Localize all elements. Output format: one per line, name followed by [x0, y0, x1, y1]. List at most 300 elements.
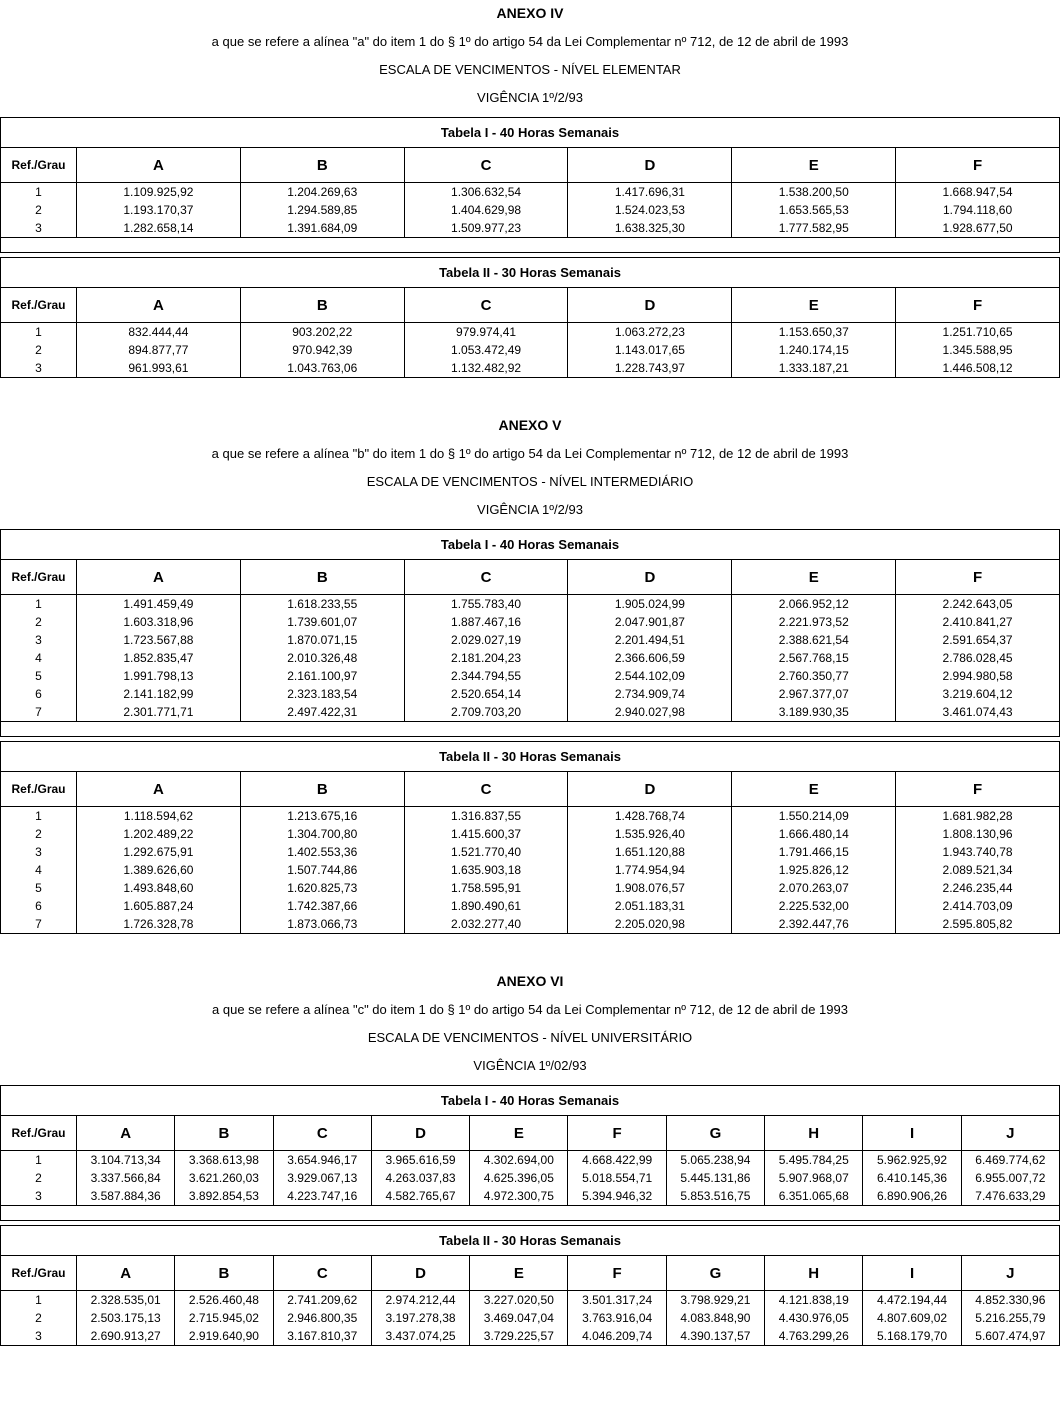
column-header: E [470, 1256, 568, 1291]
column-header: A [77, 148, 241, 183]
salary-value: 4.263.037,83 [385, 1171, 456, 1185]
salary-value: 1.873.066,73 [287, 917, 358, 931]
column-header: C [404, 288, 568, 323]
salary-value: 1.774.954,94 [614, 863, 685, 877]
salary-value: 3.368.613,98 [188, 1153, 259, 1167]
ref-number: 1 [35, 597, 42, 611]
value-cell [175, 1151, 273, 1206]
salary-value: 4.625.396,05 [483, 1171, 554, 1185]
salary-value: 1.402.553,36 [287, 845, 358, 859]
salary-value: 2.161.100,97 [287, 669, 358, 683]
salary-value: 2.994.980,58 [942, 669, 1013, 683]
salary-value: 1.417.696,31 [614, 185, 685, 199]
salary-value: 4.472.194,44 [876, 1293, 948, 1307]
salary-value: 2.709.703,20 [451, 705, 522, 719]
column-header: I [863, 1116, 961, 1151]
salary-value: 5.907.968,07 [778, 1171, 849, 1185]
salary-value: 1.681.982,28 [942, 809, 1013, 823]
salary-value: 1.132.482,92 [451, 361, 522, 375]
data-row-block [1, 183, 1060, 238]
salary-value: 3.104.713,34 [90, 1153, 161, 1167]
ref-number: 3 [35, 1189, 42, 1203]
value-cell [404, 807, 568, 934]
value-cell [371, 1291, 469, 1346]
value-cell [240, 807, 404, 934]
table-title: Tabela II - 30 Horas Semanais [1, 742, 1060, 772]
escala-line: ESCALA DE VENCIMENTOS - NÍVEL INTERMEDIÁRIO [366, 474, 694, 489]
salary-value: 1.755.783,40 [451, 597, 522, 611]
salary-value: 6.469.774,62 [975, 1153, 1046, 1167]
salary-value: 2.544.102,09 [614, 669, 685, 683]
salary-value: 3.469.047,04 [483, 1311, 554, 1325]
salary-value: 2.715.945,02 [188, 1311, 259, 1325]
salary-value: 1.063.272,23 [614, 325, 685, 339]
salary-value: 4.121.838,19 [778, 1293, 849, 1307]
anexo-section [0, 0, 1060, 378]
column-header: E [732, 288, 896, 323]
salary-value: 1.493.848,60 [123, 881, 194, 895]
table-title-row [1, 530, 1060, 560]
value-cell [77, 807, 241, 934]
salary-value: 6.351.065,68 [778, 1189, 849, 1203]
salary-value: 5.607.474,97 [975, 1329, 1046, 1343]
salary-value: 2.734.909,74 [614, 687, 685, 701]
value-cell [371, 1151, 469, 1206]
salary-table [0, 741, 1060, 934]
salary-value: 1.620.825,73 [287, 881, 358, 895]
ref-number: 2 [35, 1171, 42, 1185]
value-cell [77, 183, 241, 238]
ref-number: 2 [35, 203, 42, 217]
salary-value: 2.029.027,19 [451, 633, 522, 647]
column-header: B [240, 288, 404, 323]
column-header: E [732, 560, 896, 595]
salary-value: 6.890.906,26 [876, 1189, 948, 1203]
column-header: B [175, 1116, 273, 1151]
salary-value: 1.282.658,14 [123, 221, 194, 235]
salary-value: 6.955.007,72 [975, 1171, 1046, 1185]
salary-value: 1.603.318,96 [123, 615, 194, 629]
salary-value: 1.550.214,09 [778, 809, 849, 823]
ref-cell [1, 595, 77, 722]
column-header: D [371, 1116, 469, 1151]
salary-value: 2.567.768,15 [778, 651, 849, 665]
escala-line: ESCALA DE VENCIMENTOS - NÍVEL UNIVERSITÁRIO [367, 1030, 693, 1045]
column-header: F [568, 1116, 666, 1151]
salary-value: 1.808.130,96 [942, 827, 1013, 841]
anexo-title: ANEXO IV [496, 5, 564, 21]
salary-value: 1.391.684,09 [287, 221, 358, 235]
ref-number: 5 [35, 669, 42, 683]
salary-value: 1.668.947,54 [942, 185, 1013, 199]
value-cell [175, 1291, 273, 1346]
column-header: F [568, 1256, 666, 1291]
salary-value: 970.942,39 [292, 343, 353, 357]
salary-value: 1.202.489,22 [123, 827, 194, 841]
salary-value: 2.181.204,23 [451, 651, 522, 665]
value-cell [961, 1151, 1059, 1206]
salary-value: 1.538.200,50 [778, 185, 849, 199]
salary-value: 3.621.260,03 [188, 1171, 259, 1185]
salary-value: 1.304.700,80 [287, 827, 358, 841]
salary-value: 2.141.182,99 [123, 687, 194, 701]
salary-value: 4.852.330,96 [975, 1293, 1046, 1307]
salary-value: 1.306.632,54 [451, 185, 522, 199]
ref-number: 3 [35, 845, 42, 859]
salary-value: 5.962.925,92 [876, 1153, 948, 1167]
empty-spacer-row [1, 238, 1060, 253]
anexo-section [0, 968, 1060, 1346]
salary-value: 1.887.467,16 [451, 615, 522, 629]
column-header: A [77, 772, 241, 807]
value-cell [77, 1291, 175, 1346]
salary-value: 3.197.278,38 [385, 1311, 456, 1325]
salary-value: 1.389.626,60 [123, 863, 194, 877]
ref-number: 1 [35, 809, 42, 823]
salary-value: 1.852.835,47 [123, 651, 194, 665]
salary-value: 979.974,41 [456, 325, 517, 339]
empty-spacer-cell [1, 238, 1060, 253]
ref-number: 3 [35, 1329, 42, 1343]
salary-value: 2.246.235,44 [942, 881, 1013, 895]
salary-value: 903.202,22 [292, 325, 353, 339]
salary-value: 1.213.675,16 [287, 809, 358, 823]
ref-number: 7 [35, 705, 42, 719]
salary-table [0, 1085, 1060, 1221]
column-header: G [666, 1116, 764, 1151]
value-cell [961, 1291, 1059, 1346]
column-header: F [896, 148, 1060, 183]
salary-value: 2.760.350,77 [778, 669, 849, 683]
salary-value: 2.503.175,13 [90, 1311, 161, 1325]
data-row-block [1, 1291, 1060, 1346]
salary-value: 1.742.387,66 [287, 899, 358, 913]
salary-value: 5.065.238,94 [680, 1153, 751, 1167]
value-cell [470, 1291, 568, 1346]
table-title-row [1, 1086, 1060, 1116]
salary-value: 3.965.616,59 [385, 1153, 456, 1167]
column-header-row [1, 288, 1060, 323]
salary-value: 2.242.643,05 [942, 597, 1013, 611]
salary-value: 1.908.076,57 [614, 881, 685, 895]
salary-value: 1.635.903,18 [451, 863, 522, 877]
salary-value: 3.763.916,04 [582, 1311, 653, 1325]
value-cell [765, 1291, 863, 1346]
column-header: F [896, 772, 1060, 807]
table-title-row [1, 1226, 1060, 1256]
salary-value: 1.726.328,78 [123, 917, 194, 931]
column-header: B [240, 148, 404, 183]
salary-value: 4.390.137,57 [680, 1329, 751, 1343]
table-title: Tabela II - 30 Horas Semanais [1, 258, 1060, 288]
value-cell [404, 323, 568, 378]
salary-value: 1.651.120,88 [614, 845, 685, 859]
column-header: I [863, 1256, 961, 1291]
salary-value: 4.668.422,99 [582, 1153, 653, 1167]
value-cell [273, 1291, 371, 1346]
salary-value: 1.415.600,37 [451, 827, 522, 841]
value-cell [863, 1151, 961, 1206]
salary-value: 2.414.703,09 [942, 899, 1013, 913]
data-row-block [1, 323, 1060, 378]
column-header: D [568, 772, 732, 807]
ref-number: 4 [35, 651, 42, 665]
ref-cell [1, 183, 77, 238]
salary-value: 1.524.023,53 [614, 203, 685, 217]
column-header: F [896, 288, 1060, 323]
column-header: D [371, 1256, 469, 1291]
empty-spacer-row [1, 722, 1060, 737]
salary-table [0, 1225, 1060, 1346]
salary-value: 4.430.976,05 [778, 1311, 849, 1325]
salary-table [0, 529, 1060, 737]
column-header: A [77, 1256, 175, 1291]
salary-value: 2.595.805,82 [942, 917, 1013, 931]
salary-value: 1.428.768,74 [614, 809, 685, 823]
value-cell [240, 595, 404, 722]
ref-grau-header: Ref./Grau [1, 1256, 77, 1291]
column-header: B [240, 560, 404, 595]
salary-value: 1.043.763,06 [287, 361, 358, 375]
column-header-row [1, 1116, 1060, 1151]
salary-value: 2.201.494,51 [614, 633, 685, 647]
salary-value: 1.791.466,15 [778, 845, 849, 859]
column-header: D [568, 288, 732, 323]
salary-value: 1.491.459,49 [123, 597, 194, 611]
salary-value: 1.446.508,12 [942, 361, 1013, 375]
salary-value: 2.366.606,59 [614, 651, 685, 665]
salary-value: 5.853.516,75 [680, 1189, 751, 1203]
table-title: Tabela I - 40 Horas Semanais [1, 530, 1060, 560]
salary-value: 1.521.770,40 [451, 845, 522, 859]
column-header: E [470, 1116, 568, 1151]
salary-value: 1.777.582,95 [778, 221, 849, 235]
salary-value: 1.294.589,85 [287, 203, 358, 217]
anexo-title: ANEXO V [498, 417, 562, 433]
value-cell [404, 183, 568, 238]
column-header: A [77, 560, 241, 595]
ref-number: 5 [35, 881, 42, 895]
column-header: F [896, 560, 1060, 595]
value-cell [732, 595, 896, 722]
column-header-row [1, 772, 1060, 807]
column-header: B [175, 1256, 273, 1291]
column-header: D [568, 148, 732, 183]
empty-spacer-cell [1, 1206, 1060, 1221]
salary-value: 3.929.067,13 [287, 1171, 358, 1185]
ref-number: 6 [35, 899, 42, 913]
value-cell [666, 1291, 764, 1346]
salary-value: 3.437.074,25 [385, 1329, 456, 1343]
column-header: C [404, 148, 568, 183]
column-header: A [77, 1116, 175, 1151]
salary-value: 4.807.609,02 [876, 1311, 948, 1325]
salary-value: 2.497.422,31 [287, 705, 358, 719]
salary-value: 3.219.604,12 [942, 687, 1013, 701]
value-cell [273, 1151, 371, 1206]
ref-grau-header: Ref./Grau [1, 288, 77, 323]
salary-value: 2.526.460,48 [188, 1293, 259, 1307]
ref-number: 3 [35, 221, 42, 235]
salary-value: 1.292.675,91 [123, 845, 194, 859]
salary-table [0, 257, 1060, 378]
column-header: H [765, 1256, 863, 1291]
anexo-title: ANEXO VI [496, 973, 564, 989]
data-row-block [1, 807, 1060, 934]
salary-value: 2.786.028,45 [942, 651, 1013, 665]
salary-value: 1.240.174,15 [778, 343, 849, 357]
salary-value: 961.993,61 [128, 361, 189, 375]
salary-value: 1.316.837,55 [451, 809, 522, 823]
salary-value: 1.605.887,24 [123, 899, 194, 913]
salary-value: 2.967.377,07 [778, 687, 849, 701]
column-header: D [568, 560, 732, 595]
value-cell [896, 807, 1060, 934]
anexo-section [0, 412, 1060, 934]
salary-value: 2.225.532,00 [778, 899, 849, 913]
salary-value: 2.051.183,31 [614, 899, 685, 913]
salary-value: 4.046.209,74 [582, 1329, 653, 1343]
salary-value: 2.344.794,55 [451, 669, 522, 683]
value-cell [470, 1151, 568, 1206]
salary-value: 1.666.480,14 [778, 827, 849, 841]
value-cell [896, 183, 1060, 238]
salary-value: 1.118.594,62 [123, 809, 193, 823]
salary-value: 2.301.771,71 [123, 705, 194, 719]
ref-cell [1, 323, 77, 378]
salary-value: 2.388.621,54 [778, 633, 849, 647]
column-header: J [961, 1116, 1059, 1151]
salary-value: 2.032.277,40 [451, 917, 522, 931]
salary-value: 1.535.926,40 [614, 827, 685, 841]
salary-value: 2.974.212,44 [385, 1293, 456, 1307]
vigencia-line: VIGÊNCIA 1º/2/93 [477, 90, 583, 105]
salary-value: 7.476.633,29 [975, 1189, 1046, 1203]
salary-value: 3.227.020,50 [483, 1293, 554, 1307]
salary-value: 4.582.765,67 [385, 1189, 456, 1203]
salary-value: 1.928.677,50 [942, 221, 1013, 235]
empty-spacer-cell [1, 722, 1060, 737]
salary-value: 2.089.521,34 [942, 863, 1013, 877]
salary-value: 2.205.020,98 [614, 917, 685, 931]
salary-value: 4.763.299,26 [778, 1329, 849, 1343]
data-row-block [1, 1151, 1060, 1206]
value-cell [568, 807, 732, 934]
salary-value: 1.618.233,55 [287, 597, 358, 611]
salary-value: 2.010.326,48 [287, 651, 358, 665]
table-title: Tabela II - 30 Horas Semanais [1, 1226, 1060, 1256]
table-title-row [1, 118, 1060, 148]
value-cell [732, 807, 896, 934]
column-header: C [404, 560, 568, 595]
salary-value: 1.143.017,65 [614, 343, 685, 357]
ref-number: 2 [35, 827, 42, 841]
salary-value: 2.070.263,07 [778, 881, 849, 895]
salary-value: 3.892.854,53 [188, 1189, 259, 1203]
ref-cell [1, 807, 77, 934]
salary-value: 4.972.300,75 [483, 1189, 554, 1203]
ref-number: 1 [35, 325, 42, 339]
salary-value: 2.066.952,12 [778, 597, 849, 611]
empty-spacer-row [1, 1206, 1060, 1221]
anexo-subtitle: a que se refere a alínea "c" do item 1 do § 1º do artigo 54 da Lei Complementar nº 712, de 12 de abril de 1993 [212, 1002, 848, 1017]
salary-value: 2.690.913,27 [90, 1329, 161, 1343]
column-header: C [273, 1116, 371, 1151]
salary-value: 2.919.640,90 [188, 1329, 259, 1343]
ref-grau-header: Ref./Grau [1, 772, 77, 807]
salary-value: 832.444,44 [128, 325, 189, 339]
value-cell [732, 183, 896, 238]
salary-value: 3.189.930,35 [778, 705, 849, 719]
column-header-row [1, 1256, 1060, 1291]
salary-value: 2.520.654,14 [451, 687, 522, 701]
column-header: E [732, 772, 896, 807]
salary-value: 894.877,77 [128, 343, 189, 357]
ref-number: 2 [35, 343, 42, 357]
salary-value: 1.723.567,88 [123, 633, 194, 647]
value-cell [568, 183, 732, 238]
value-cell [896, 595, 1060, 722]
salary-value: 2.741.209,62 [287, 1293, 358, 1307]
salary-value: 1.870.071,15 [287, 633, 358, 647]
ref-number: 2 [35, 615, 42, 629]
salary-value: 1.509.977,23 [451, 221, 522, 235]
table-title: Tabela I - 40 Horas Semanais [1, 1086, 1060, 1116]
column-header: J [961, 1256, 1059, 1291]
ref-cell [1, 1291, 77, 1346]
value-cell [666, 1151, 764, 1206]
salary-value: 2.591.654,37 [942, 633, 1013, 647]
salary-value: 6.410.145,36 [876, 1171, 948, 1185]
value-cell [404, 595, 568, 722]
ref-number: 1 [35, 1153, 42, 1167]
value-cell [765, 1151, 863, 1206]
salary-table [0, 117, 1060, 253]
salary-value: 5.495.784,25 [778, 1153, 849, 1167]
value-cell [732, 323, 896, 378]
salary-value: 2.221.973,52 [778, 615, 849, 629]
salary-value: 1.638.325,30 [614, 221, 685, 235]
ref-number: 4 [35, 863, 42, 877]
ref-grau-header: Ref./Grau [1, 1116, 77, 1151]
escala-line: ESCALA DE VENCIMENTOS - NÍVEL ELEMENTAR [379, 62, 681, 77]
salary-value: 1.193.170,37 [123, 203, 194, 217]
salary-value: 1.251.710,65 [942, 325, 1013, 339]
salary-value: 3.337.566,84 [90, 1171, 161, 1185]
salary-value: 1.345.588,95 [942, 343, 1013, 357]
column-header: E [732, 148, 896, 183]
salary-value: 1.507.744,86 [287, 863, 358, 877]
value-cell [77, 1151, 175, 1206]
column-header: A [77, 288, 241, 323]
salary-value: 5.168.179,70 [876, 1329, 948, 1343]
salary-value: 1.204.269,63 [287, 185, 358, 199]
value-cell [568, 1151, 666, 1206]
salary-value: 2.940.027,98 [614, 705, 685, 719]
salary-value: 3.167.810,37 [287, 1329, 358, 1343]
salary-value: 3.461.074,43 [942, 705, 1013, 719]
ref-number: 1 [35, 1293, 42, 1307]
column-header: C [273, 1256, 371, 1291]
column-header-row [1, 148, 1060, 183]
salary-value: 1.890.490,61 [451, 899, 522, 913]
value-cell [568, 595, 732, 722]
ref-cell [1, 1151, 77, 1206]
salary-value: 1.794.118,60 [942, 203, 1013, 217]
vigencia-line: VIGÊNCIA 1º/02/93 [473, 1058, 587, 1073]
salary-value: 1.758.595,91 [451, 881, 522, 895]
column-header: G [666, 1256, 764, 1291]
